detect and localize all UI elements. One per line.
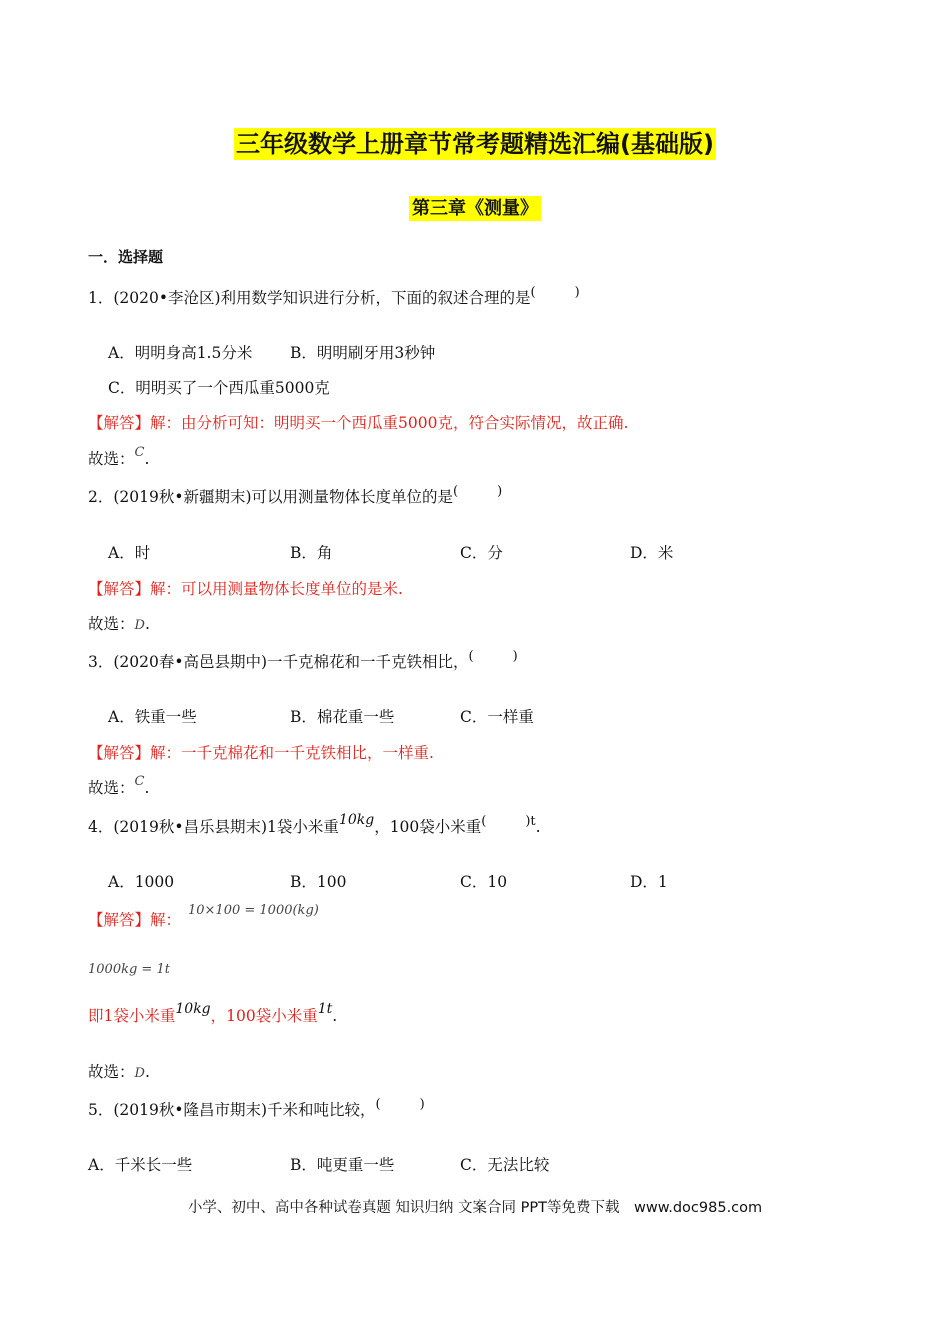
- question-5-option-b: B．吨更重一些: [290, 1156, 395, 1174]
- math-1t: 1t: [317, 1001, 333, 1017]
- question-5-stem: [88, 1098, 425, 1120]
- choice-label: 故选：: [88, 615, 135, 633]
- choice-letter: C: [134, 774, 145, 789]
- question-2-choice: [88, 612, 150, 634]
- question-1-answer: [88, 411, 628, 433]
- choice-letter: D: [134, 1066, 145, 1081]
- answer-text: 解：可以用测量物体长度单位的是米.: [150, 580, 403, 598]
- question-1-choice: [88, 447, 149, 469]
- choice-dot: .: [144, 450, 150, 468]
- question-3-choice: [88, 776, 149, 798]
- question-4-conclusion: [88, 1001, 338, 1026]
- answer-tag: 【解答】: [88, 911, 151, 929]
- conclusion-dot: .: [332, 1007, 338, 1025]
- answer-bracket: ( )t: [481, 814, 536, 829]
- answer-text: 解：一千克棉花和一千克铁相比，一样重.: [150, 744, 434, 762]
- equation-2: 1000kg = 1t: [88, 962, 170, 977]
- question-4-choice: [88, 1060, 150, 1082]
- question-3-answer: [88, 741, 434, 763]
- question-3-text: 3．(2020春•高邑县期中)一千克棉花和一千克铁相比，: [88, 653, 469, 671]
- question-2-option-d: D．米: [630, 544, 674, 562]
- question-1-text: 1．(2020•李沧区)利用数学知识进行分析，下面的叙述合理的是: [88, 289, 531, 307]
- choice-dot: .: [144, 615, 150, 633]
- chapter-title-text: 第三章《测量》: [409, 196, 541, 221]
- equation-1: 10×100 = 1000(kg): [188, 903, 319, 918]
- math-10kg: 10kg: [175, 1001, 211, 1017]
- chapter-title: [0, 194, 950, 220]
- question-1-option-b: B．明明刷牙用3秒钟: [290, 344, 436, 362]
- question-1-option-c: C．明明买了一个西瓜重5000克: [108, 379, 330, 397]
- question-4-text-a: 4．(2019秋•昌乐县期末)1袋小米重: [88, 818, 339, 836]
- question-4-dot: .: [535, 818, 541, 836]
- question-5-option-a: A．千米长一些: [88, 1156, 193, 1174]
- question-2-text: 2．(2019秋•新疆期末)可以用测量物体长度单位的是: [88, 488, 454, 506]
- question-4-answer: [88, 908, 181, 930]
- answer-text: 解：由分析可知：明明买一个西瓜重5000克，符合实际情况，故正确.: [150, 414, 629, 432]
- question-1-option-a: A．明明身高1.5分米: [108, 344, 253, 362]
- choice-label: 故选：: [88, 450, 135, 468]
- question-5-option-c: C．无法比较: [460, 1156, 550, 1174]
- choice-label: 故选：: [88, 1063, 135, 1081]
- page-title: [0, 124, 950, 159]
- answer-bracket: ( ): [453, 484, 503, 499]
- answer-tag: 【解答】: [88, 580, 151, 598]
- question-4-option-c: C．10: [460, 873, 508, 891]
- page-footer: 小学、初中、高中各种试卷真题 知识归纳 文案合同 PPT等免费下载 www.doc985.com: [187, 1200, 763, 1216]
- question-2-stem: [88, 485, 502, 507]
- choice-letter: C: [134, 445, 145, 460]
- question-2-option-a: A．时: [108, 544, 151, 562]
- question-4-stem: [88, 812, 541, 837]
- choice-dot: .: [144, 779, 150, 797]
- choice-letter: D: [134, 618, 145, 633]
- choice-label: 故选：: [88, 779, 135, 797]
- answer-tag: 【解答】: [88, 414, 151, 432]
- question-4-option-a: A．1000: [108, 873, 175, 891]
- section-heading: 一．选择题: [88, 248, 164, 266]
- conclusion-text-b: ，100袋小米重: [210, 1007, 318, 1025]
- question-3-stem: [88, 650, 518, 672]
- question-3-option-a: A．铁重一些: [108, 708, 197, 726]
- answer-tag: 【解答】: [88, 744, 151, 762]
- question-3-option-c: C．一样重: [460, 708, 534, 726]
- question-4-option-b: B．100: [290, 873, 347, 891]
- page-title-text: 三年级数学上册章节常考题精选汇编(基础版): [236, 130, 714, 158]
- question-4-text-b: ，100袋小米重: [374, 818, 482, 836]
- question-3-option-b: B．棉花重一些: [290, 708, 395, 726]
- math-10kg: 10kg: [338, 812, 375, 828]
- question-4-option-d: D．1: [630, 873, 668, 891]
- question-2-answer: [88, 577, 403, 599]
- conclusion-text-a: 即1袋小米重: [88, 1007, 176, 1025]
- question-2-option-b: B．角: [290, 544, 333, 562]
- question-5-text: 5．(2019秋•隆昌市期末)千米和吨比较，: [88, 1101, 376, 1119]
- question-2-option-c: C．分: [460, 544, 503, 562]
- answer-bracket: ( ): [530, 285, 580, 300]
- answer-bracket: ( ): [375, 1097, 425, 1112]
- choice-dot: .: [144, 1063, 150, 1081]
- answer-lead: 解：: [150, 911, 182, 929]
- question-1-stem: [88, 286, 580, 308]
- answer-bracket: ( ): [468, 649, 518, 664]
